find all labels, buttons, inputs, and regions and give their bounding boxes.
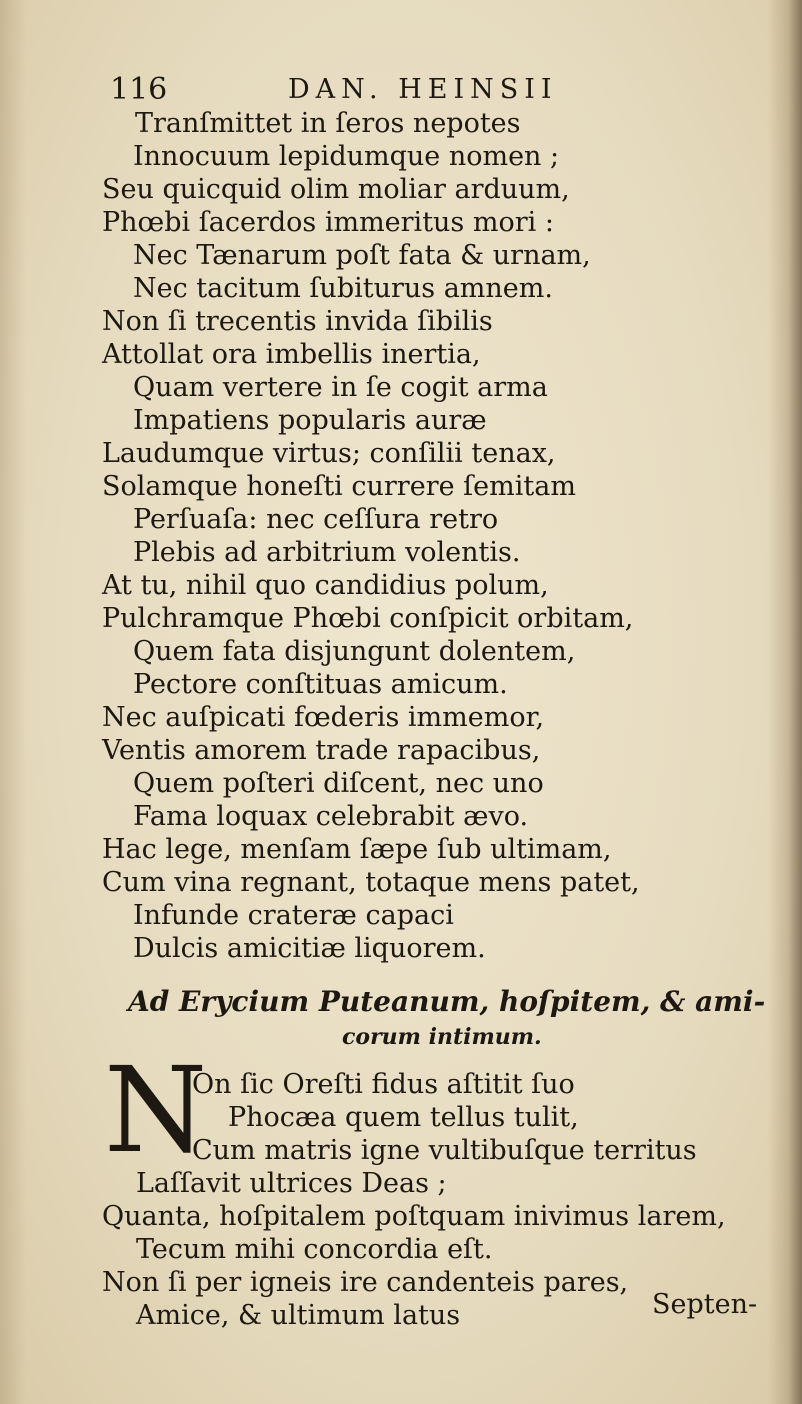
verse-line: Plebis ad arbitrium volentis. [133, 537, 521, 568]
verse-line: On ſic Oreſti fidus aſtitit ſuo [192, 1069, 575, 1100]
verse-line: Phocæa quem tellus tulit, [228, 1102, 579, 1133]
verse-line: Pectore conſtituas amicum. [133, 669, 508, 700]
verse-line: Quem fata disjungunt dolentem, [133, 636, 576, 667]
verse-line: Non ſi trecentis invida ſibilis [102, 306, 493, 337]
running-header [110, 72, 570, 108]
section-title-continued: corum intimum. [342, 1024, 542, 1050]
verse-line: Tranſmittet in ſeros nepotes [135, 108, 521, 139]
running-title: DAN. HEINSII [288, 74, 558, 105]
verse-line: Phœbi ſacerdos immeritus mori : [102, 207, 554, 238]
verse-line: Perſuaſa: nec ceſſura retro [133, 504, 499, 535]
verse-line: Cum matris igne vultibuſque territus [192, 1135, 697, 1166]
verse-line: Innocuum lepidumque nomen ; [133, 141, 560, 172]
verse-line: Tecum mihi concordia eſt. [136, 1234, 493, 1265]
verse-line: Nec auſpicati fœderis immemor, [102, 702, 545, 733]
verse-line: Solamque honeſti currere ſemitam [102, 471, 576, 502]
verse-line: Ventis amorem trade rapacibus, [102, 735, 541, 766]
verse-line: Fama loquax celebrabit ævo. [133, 801, 529, 832]
verse-line: Non ſi per igneis ire candenteis pares, [102, 1267, 629, 1298]
verse-line: Attollat ora imbellis inertia, [102, 339, 481, 370]
section-title: Ad Erycium Puteanum, hoſpitem, & ami- [128, 985, 766, 1018]
catchword: Septen- [652, 1289, 758, 1320]
verse-line: Nec Tænarum poſt fata & urnam, [133, 240, 591, 271]
page-number: 116 [110, 72, 168, 107]
verse-line: Dulcis amicitiæ liquorem. [133, 933, 486, 964]
page-shadow-left [0, 0, 26, 1404]
verse-line: Seu quicquid olim moliar arduum, [102, 174, 570, 205]
verse-line: Quem poſteri diſcent, nec uno [133, 768, 544, 799]
verse-line: At tu, nihil quo candidius polum, [102, 570, 549, 601]
verse-line: Cum vina regnant, totaque mens patet, [102, 867, 640, 898]
page-shadow-right [768, 0, 802, 1404]
verse-line: Infunde crateræ capaci [133, 900, 454, 931]
verse-line: Laſſavit ultrices Deas ; [136, 1168, 447, 1199]
verse-line: Quanta, hoſpitalem poſtquam inivimus larem, [102, 1201, 726, 1232]
verse-line: Nec tacitum ſubiturus amnem. [133, 273, 553, 304]
verse-line: Impatiens popularis auræ [133, 405, 487, 436]
drop-cap: N [104, 1041, 208, 1179]
verse-line: Pulchramque Phœbi conſpicit orbitam, [102, 603, 634, 634]
verse-line: Laudumque virtus; conſilii tenax, [102, 438, 556, 469]
verse-line: Hac lege, menſam ſæpe ſub ultimam, [102, 834, 612, 865]
verse-line: Amice, & ultimum latus [136, 1300, 461, 1331]
verse-line: Quam vertere in ſe cogit arma [133, 372, 548, 403]
